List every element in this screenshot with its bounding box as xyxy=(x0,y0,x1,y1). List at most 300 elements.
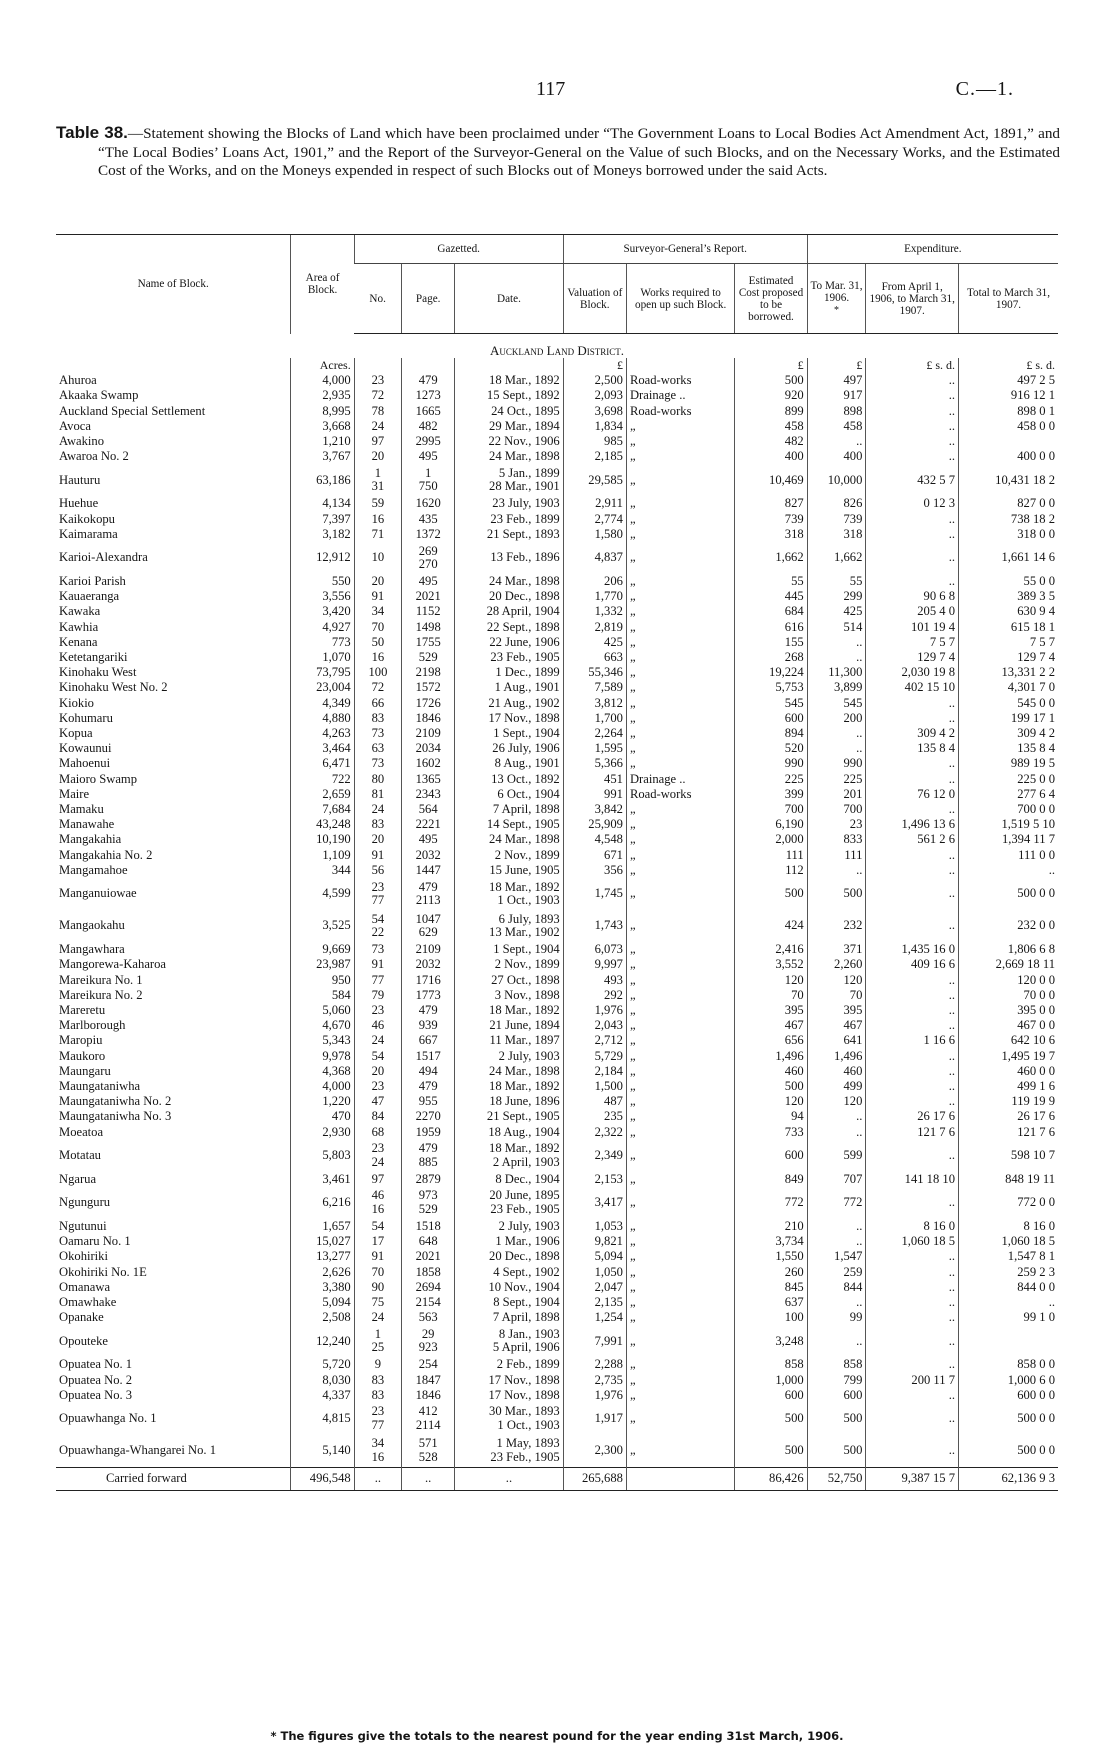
cell-name: Kohumaru xyxy=(59,710,113,725)
cell-area: 6,471 xyxy=(291,756,354,771)
cell-works: „ xyxy=(626,635,734,650)
table-row xyxy=(56,741,1058,756)
cell-estimated: 500 xyxy=(735,1079,807,1094)
cell-no-line: 1 xyxy=(374,465,382,480)
cell-no: 72 xyxy=(354,388,401,403)
cell-page-line: 479 xyxy=(418,879,438,894)
cell-date: 21 Aug., 1902 xyxy=(455,696,563,711)
cell-valuation: 1,500 xyxy=(563,1079,626,1094)
cell-date: 24 Mar., 1898 xyxy=(455,832,563,847)
cell-page: 648 xyxy=(402,1234,455,1249)
cell-works: „ xyxy=(626,1373,734,1388)
cell-to-mar: 460 xyxy=(807,1064,866,1079)
cell-works: „ xyxy=(626,604,734,619)
cell-estimated: 467 xyxy=(735,1018,807,1033)
cell-date: 29 Mar., 1894 xyxy=(455,419,563,434)
cell-estimated: 772 xyxy=(735,1187,807,1219)
cell-no: 73 xyxy=(354,942,401,957)
cell-total: 121 7 6 xyxy=(959,1125,1058,1140)
table-row xyxy=(56,1049,1058,1064)
cell-page: 495 xyxy=(402,832,455,847)
cell-no: 77 xyxy=(354,973,401,988)
cell-date: 1 Sept., 1904 xyxy=(455,726,563,741)
cell-no: 59 xyxy=(354,496,401,511)
cell-valuation: 671 xyxy=(563,848,626,863)
cell-works: Road-works xyxy=(626,373,734,388)
cell-name: Kiokio xyxy=(59,695,94,710)
cell-total: 1,547 8 1 xyxy=(959,1249,1058,1264)
cell-valuation: 991 xyxy=(563,787,626,802)
cell-page: 1665 xyxy=(402,404,455,419)
cell-total: 13,331 2 2 xyxy=(959,665,1058,680)
cell-from-april: .. xyxy=(866,1388,959,1403)
cell-estimated: 600 xyxy=(735,1140,807,1172)
cell-valuation: 2,185 xyxy=(563,449,626,464)
cell-name: Kauaeranga xyxy=(59,589,120,604)
cell-valuation: 5,729 xyxy=(563,1049,626,1064)
group-expenditure: Expenditure. xyxy=(807,235,1058,264)
cell-estimated: 482 xyxy=(735,434,807,449)
cell-from-april: 205 4 0 xyxy=(866,604,959,619)
cell-works: „ xyxy=(626,1435,734,1468)
table-row xyxy=(56,711,1058,726)
cell-date xyxy=(455,1325,563,1357)
cell-estimated: 500 xyxy=(735,1435,807,1468)
cell-total: 500 0 0 xyxy=(959,1435,1058,1468)
table-row xyxy=(56,988,1058,1003)
cell-estimated: 10,469 xyxy=(735,464,807,496)
cell-area: 8,030 xyxy=(291,1373,354,1388)
cell-estimated: 545 xyxy=(735,696,807,711)
cell-from-april: .. xyxy=(866,1187,959,1219)
cell-no: 100 xyxy=(354,665,401,680)
cell-to-mar: 318 xyxy=(807,527,866,542)
table-row xyxy=(56,1388,1058,1403)
cell-page xyxy=(402,464,455,496)
cell-from-april: .. xyxy=(866,434,959,449)
cell-valuation: 2,300 xyxy=(563,1435,626,1468)
cell-to-mar: .. xyxy=(807,1234,866,1249)
cell-from-april: .. xyxy=(866,1265,959,1280)
table-row xyxy=(56,1357,1058,1372)
cell-page xyxy=(402,1325,455,1357)
cell-valuation: 2,500 xyxy=(563,373,626,388)
cell-total: 99 1 0 xyxy=(959,1310,1058,1325)
cell-name: Moeatoa xyxy=(59,1124,104,1139)
table-row xyxy=(56,1064,1058,1079)
cell-valuation: 25,909 xyxy=(563,817,626,832)
unit-to-mar: £ xyxy=(807,358,866,373)
cell-to-mar: 120 xyxy=(807,1094,866,1109)
cell-name: Kinohaku West No. 2 xyxy=(59,680,168,695)
cell-date: 7 April, 1898 xyxy=(455,1310,563,1325)
cell-name: Kopua xyxy=(59,726,93,741)
cell-area: 4,815 xyxy=(291,1403,354,1435)
cell-estimated: 55 xyxy=(735,574,807,589)
cell-from-april: 101 19 4 xyxy=(866,620,959,635)
cell-no: 20 xyxy=(354,1064,401,1079)
cell-valuation: 1,332 xyxy=(563,604,626,619)
table-row xyxy=(56,449,1058,464)
cell-page: 2995 xyxy=(402,434,455,449)
cell-to-mar: 425 xyxy=(807,604,866,619)
cell-to-mar: 700 xyxy=(807,802,866,817)
cell-valuation: 2,043 xyxy=(563,1018,626,1033)
cell-from-april: 121 7 6 xyxy=(866,1125,959,1140)
cell-works: „ xyxy=(626,1234,734,1249)
cell-no xyxy=(354,910,401,942)
cell-area: 23,987 xyxy=(291,957,354,972)
cell-date: 24 Mar., 1898 xyxy=(455,1064,563,1079)
cell-estimated: 318 xyxy=(735,527,807,542)
cell-area: 773 xyxy=(291,635,354,650)
cell-estimated: 445 xyxy=(735,589,807,604)
cell-no: 20 xyxy=(354,574,401,589)
cell-page: 1152 xyxy=(402,604,455,619)
cell-name: Manawahe xyxy=(59,817,115,832)
cell-estimated: 520 xyxy=(735,741,807,756)
cell-estimated: 700 xyxy=(735,802,807,817)
cell-valuation: 356 xyxy=(563,863,626,878)
cell-total: 772 0 0 xyxy=(959,1187,1058,1219)
cell-page-line: 269 xyxy=(418,543,438,558)
cell-valuation: 1,770 xyxy=(563,589,626,604)
cell-total: 4,301 7 0 xyxy=(959,680,1058,695)
cell-page: 2694 xyxy=(402,1280,455,1295)
cell-valuation: 7,589 xyxy=(563,680,626,695)
cell-no: 24 xyxy=(354,1310,401,1325)
table-row xyxy=(56,512,1058,527)
carried-date: .. xyxy=(455,1467,563,1490)
cell-to-mar: .. xyxy=(807,1295,866,1310)
table-row xyxy=(56,957,1058,972)
cell-to-mar: 1,547 xyxy=(807,1249,866,1264)
table-row xyxy=(56,604,1058,619)
cell-estimated: 990 xyxy=(735,756,807,771)
cell-no: 50 xyxy=(354,635,401,650)
cell-no: 70 xyxy=(354,1265,401,1280)
cell-no xyxy=(354,1140,401,1172)
cell-from-april: .. xyxy=(866,1280,959,1295)
cell-from-april: .. xyxy=(866,756,959,771)
cell-page-line: 529 xyxy=(418,1201,438,1216)
cell-to-mar: 772 xyxy=(807,1187,866,1219)
col-total: Total to March 31, 1907. xyxy=(959,264,1058,334)
table-row xyxy=(56,910,1058,942)
cell-date: 1 Mar., 1906 xyxy=(455,1234,563,1249)
cell-works: „ xyxy=(626,973,734,988)
cell-date: 2 Feb., 1899 xyxy=(455,1357,563,1372)
cell-name: Auckland Special Settlement xyxy=(59,403,206,418)
cell-to-mar: 500 xyxy=(807,1435,866,1468)
cell-valuation: 9,997 xyxy=(563,957,626,972)
cell-valuation: 2,735 xyxy=(563,1373,626,1388)
table-row xyxy=(56,1109,1058,1124)
cell-area: 9,669 xyxy=(291,942,354,957)
carried-total: 62,136 9 3 xyxy=(959,1467,1058,1490)
cell-from-april: .. xyxy=(866,1079,959,1094)
cell-no: 79 xyxy=(354,988,401,1003)
cell-no: 91 xyxy=(354,589,401,604)
cell-estimated: 155 xyxy=(735,635,807,650)
cell-date: 1 Sept., 1904 xyxy=(455,942,563,957)
cell-date-line: 30 Mar., 1893 xyxy=(489,1404,560,1419)
cell-page-line: 1047 xyxy=(415,911,441,926)
cell-works: „ xyxy=(626,863,734,878)
cell-to-mar: .. xyxy=(807,863,866,878)
cell-works: „ xyxy=(626,512,734,527)
cell-no: 23 xyxy=(354,373,401,388)
cell-total: 1,661 14 6 xyxy=(959,542,1058,574)
cell-estimated: 894 xyxy=(735,726,807,741)
cell-to-mar: .. xyxy=(807,741,866,756)
cell-estimated: 6,190 xyxy=(735,817,807,832)
table-row xyxy=(56,726,1058,741)
cell-page-line: 571 xyxy=(418,1436,438,1451)
cell-page-line: 270 xyxy=(418,557,438,572)
cell-to-mar: 299 xyxy=(807,589,866,604)
cell-name: Opuatea No. 3 xyxy=(59,1387,133,1402)
cell-from-april: .. xyxy=(866,1018,959,1033)
cell-total: 26 17 6 xyxy=(959,1109,1058,1124)
table-row xyxy=(56,1435,1058,1468)
cell-from-april: .. xyxy=(866,1403,959,1435)
cell-date: 17 Nov., 1898 xyxy=(455,1373,563,1388)
carried-works xyxy=(626,1467,734,1490)
cell-area: 6,216 xyxy=(291,1187,354,1219)
col-no: No. xyxy=(354,264,401,334)
cell-no: 80 xyxy=(354,772,401,787)
cell-valuation: 2,322 xyxy=(563,1125,626,1140)
cell-name: Mahoenui xyxy=(59,756,111,771)
cell-area: 3,525 xyxy=(291,910,354,942)
cell-estimated: 2,416 xyxy=(735,942,807,957)
cell-no-line: 23 xyxy=(371,879,385,894)
cell-to-mar: 499 xyxy=(807,1079,866,1094)
cell-valuation: 2,349 xyxy=(563,1140,626,1172)
cell-date: 4 Sept., 1902 xyxy=(455,1265,563,1280)
cell-area: 5,094 xyxy=(291,1295,354,1310)
cell-name: Kawaka xyxy=(59,604,101,619)
cell-to-mar: .. xyxy=(807,434,866,449)
cell-from-april: 309 4 2 xyxy=(866,726,959,741)
cell-date: 22 Nov., 1906 xyxy=(455,434,563,449)
cell-area: 12,240 xyxy=(291,1325,354,1357)
cell-to-mar: 70 xyxy=(807,988,866,1003)
cell-to-mar: .. xyxy=(807,726,866,741)
cell-works: „ xyxy=(626,449,734,464)
cell-works: „ xyxy=(626,1033,734,1048)
cell-page: 479 xyxy=(402,1003,455,1018)
cell-date: 27 Oct., 1898 xyxy=(455,973,563,988)
cell-valuation: 4,548 xyxy=(563,832,626,847)
cell-area: 550 xyxy=(291,574,354,589)
cell-date: 21 Sept., 1905 xyxy=(455,1109,563,1124)
cell-total: 898 0 1 xyxy=(959,404,1058,419)
cell-no-line: 16 xyxy=(371,1449,385,1464)
cell-page: 1517 xyxy=(402,1049,455,1064)
carried-estimated: 86,426 xyxy=(735,1467,807,1490)
col-valuation: Valuation of Block. xyxy=(563,264,626,334)
cell-to-mar: .. xyxy=(807,1325,866,1357)
cell-page-line: 629 xyxy=(418,925,438,940)
cell-from-april: .. xyxy=(866,848,959,863)
cell-to-mar: 799 xyxy=(807,1373,866,1388)
cell-date: 8 Sept., 1904 xyxy=(455,1295,563,1310)
table-row xyxy=(56,1094,1058,1109)
group-gazetted: Gazetted. xyxy=(354,235,563,264)
cell-total: 55 0 0 xyxy=(959,574,1058,589)
cell-total: .. xyxy=(959,863,1058,878)
table-row xyxy=(56,574,1058,589)
cell-area: 5,803 xyxy=(291,1140,354,1172)
cell-date: 22 June, 1906 xyxy=(455,635,563,650)
cell-no: 72 xyxy=(354,680,401,695)
cell-works: „ xyxy=(626,848,734,863)
cell-name: Mareretu xyxy=(59,1002,106,1017)
cell-area: 7,397 xyxy=(291,512,354,527)
cell-valuation: 1,580 xyxy=(563,527,626,542)
cell-no-line: 54 xyxy=(371,911,385,926)
cell-name: Mangaokahu xyxy=(59,918,125,933)
cell-date-line: 1 May, 1893 xyxy=(496,1436,560,1451)
cell-page-line: 2114 xyxy=(415,1417,441,1432)
cell-date-line: 5 Jan., 1899 xyxy=(498,465,560,480)
cell-valuation: 1,745 xyxy=(563,878,626,910)
cell-total: 225 0 0 xyxy=(959,772,1058,787)
table-row xyxy=(56,434,1058,449)
table-row xyxy=(56,1033,1058,1048)
page-header xyxy=(0,78,1114,102)
cell-to-mar: 2,260 xyxy=(807,957,866,972)
cell-valuation: 2,819 xyxy=(563,620,626,635)
units-blank xyxy=(56,358,291,373)
carried-page: .. xyxy=(402,1467,455,1490)
cell-date-line: 28 Mar., 1901 xyxy=(489,479,560,494)
cell-page-line: 1 xyxy=(425,465,432,480)
cell-total: 259 2 3 xyxy=(959,1265,1058,1280)
cell-date: 24 Mar., 1898 xyxy=(455,449,563,464)
cell-estimated: 395 xyxy=(735,1003,807,1018)
cell-no xyxy=(354,1187,401,1219)
cell-estimated: 268 xyxy=(735,650,807,665)
table-row xyxy=(56,542,1058,574)
cell-page xyxy=(402,1435,455,1468)
cell-page: 2270 xyxy=(402,1109,455,1124)
cell-no-line: 23 xyxy=(371,1141,385,1156)
cell-total: 119 19 9 xyxy=(959,1094,1058,1109)
cell-name: Maungataniwha xyxy=(59,1078,141,1093)
cell-to-mar: 739 xyxy=(807,512,866,527)
cell-page: 1959 xyxy=(402,1125,455,1140)
blocks-table xyxy=(56,234,1058,1491)
cell-works: „ xyxy=(626,496,734,511)
cell-estimated: 5,753 xyxy=(735,680,807,695)
cell-no: 91 xyxy=(354,1249,401,1264)
table-row xyxy=(56,863,1058,878)
cell-valuation: 2,153 xyxy=(563,1172,626,1187)
cell-total xyxy=(959,434,1058,449)
table-row xyxy=(56,1234,1058,1249)
cell-name: Opanake xyxy=(59,1310,104,1325)
cell-date: 23 Feb., 1905 xyxy=(455,650,563,665)
cell-area: 344 xyxy=(291,863,354,878)
cell-date: 15 June, 1905 xyxy=(455,863,563,878)
cell-area: 2,659 xyxy=(291,787,354,802)
cell-estimated: 70 xyxy=(735,988,807,1003)
cell-total: 135 8 4 xyxy=(959,741,1058,756)
cell-date: 13 Oct., 1892 xyxy=(455,772,563,787)
cell-total: 111 0 0 xyxy=(959,848,1058,863)
footnote: * The figures give the totals to the nearest pound for the year ending 31st March, 1906. xyxy=(270,1729,844,1743)
cell-total: 858 0 0 xyxy=(959,1357,1058,1372)
cell-area: 3,380 xyxy=(291,1280,354,1295)
cell-from-april: 7 5 7 xyxy=(866,635,959,650)
cell-no: 63 xyxy=(354,741,401,756)
table-row xyxy=(56,527,1058,542)
cell-estimated: 899 xyxy=(735,404,807,419)
cell-name: Maukoro xyxy=(59,1048,106,1063)
cell-valuation: 487 xyxy=(563,1094,626,1109)
cell-estimated: 616 xyxy=(735,620,807,635)
table-row xyxy=(56,787,1058,802)
cell-valuation: 7,991 xyxy=(563,1325,626,1357)
cell-total: 642 10 6 xyxy=(959,1033,1058,1048)
cell-page: 1498 xyxy=(402,620,455,635)
cell-no: 83 xyxy=(354,1373,401,1388)
cell-area: 470 xyxy=(291,1109,354,1124)
cell-works: „ xyxy=(626,1388,734,1403)
table-caption xyxy=(56,123,1061,181)
cell-name: Ngutunui xyxy=(59,1218,107,1233)
cell-works: „ xyxy=(626,1125,734,1140)
cell-valuation: 1,595 xyxy=(563,741,626,756)
cell-valuation: 2,288 xyxy=(563,1357,626,1372)
cell-date: 20 Dec., 1898 xyxy=(455,589,563,604)
cell-to-mar: 858 xyxy=(807,1357,866,1372)
cell-valuation: 451 xyxy=(563,772,626,787)
cell-no: 54 xyxy=(354,1219,401,1234)
table-row xyxy=(56,1140,1058,1172)
cell-page: 1716 xyxy=(402,973,455,988)
col-area: Area of Block. xyxy=(291,235,354,334)
unit-area: Acres. xyxy=(291,358,354,373)
cell-estimated: 210 xyxy=(735,1219,807,1234)
cell-area: 3,464 xyxy=(291,741,354,756)
caption-text: —Statement showing the Blocks of Land which have been proclaimed under “The Government Loans to Local Bodies Act Amendment Act, 1891,” and “The Local Bodies’ Loans Act, 1901,” and the Report of the Surveyor-General on the Value of such Blocks, and on the Necessary Works, and the Estimated Cost of the Works, and on the Moneys expended in respect of such Blocks out of Moneys borrowed under the said Acts. xyxy=(98,125,1061,180)
cell-total: 848 19 11 xyxy=(959,1172,1058,1187)
cell-from-april: 409 16 6 xyxy=(866,957,959,972)
cell-to-mar: 3,899 xyxy=(807,680,866,695)
table-row xyxy=(56,1325,1058,1357)
cell-works: „ xyxy=(626,1003,734,1018)
cell-estimated: 400 xyxy=(735,449,807,464)
cell-valuation: 5,366 xyxy=(563,756,626,771)
cell-estimated: 19,224 xyxy=(735,665,807,680)
cell-name: Mareikura No. 2 xyxy=(59,987,143,1002)
cell-no: 91 xyxy=(354,957,401,972)
cell-estimated: 120 xyxy=(735,1094,807,1109)
cell-page: 494 xyxy=(402,1064,455,1079)
cell-page: 563 xyxy=(402,1310,455,1325)
table-row xyxy=(56,832,1058,847)
cell-page-line: 885 xyxy=(418,1154,438,1169)
cell-total: 458 0 0 xyxy=(959,419,1058,434)
cell-no: 24 xyxy=(354,802,401,817)
table-row xyxy=(56,1249,1058,1264)
table-row xyxy=(56,772,1058,787)
col-estimated: Estimated Cost proposed to be borrowed. xyxy=(735,264,807,334)
